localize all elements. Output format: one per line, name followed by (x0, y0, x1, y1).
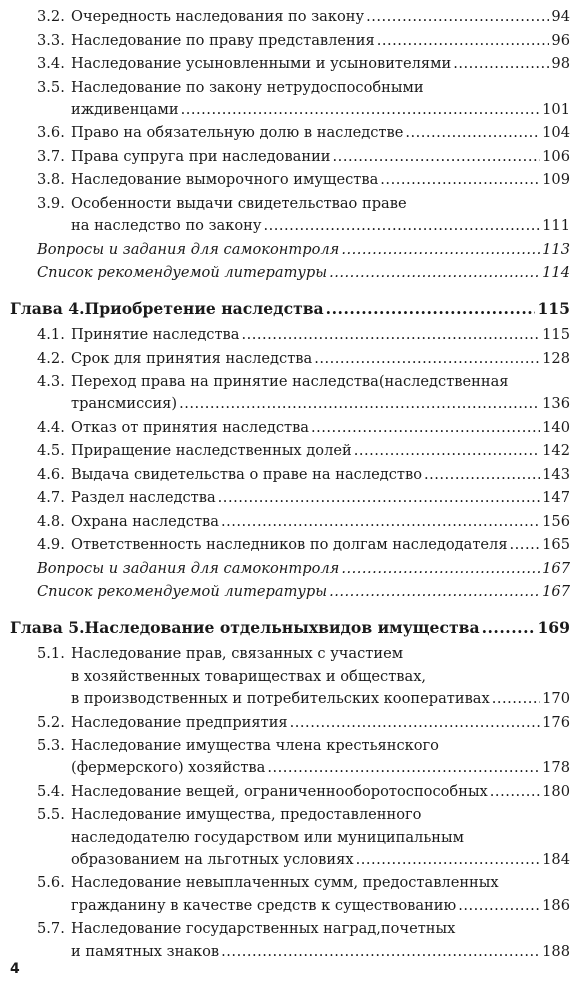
toc-item-number: 3.3. (37, 31, 65, 49)
toc-item-number: 3.2. (37, 8, 65, 25)
toc-item-title: Выдача свидетельства о праве на наследство (71, 465, 422, 483)
dot-leader (354, 440, 540, 462)
dot-leader (482, 617, 536, 639)
toc-item-number: 5.5. (37, 806, 65, 824)
toc-item-title: Права супруга при наследовании (71, 147, 331, 165)
chapter-heading (10, 298, 570, 320)
toc-item-page: 109 (542, 171, 570, 189)
toc-item-number: 3.8. (37, 171, 65, 189)
toc-item-title: Вопросы и задания для самоконтроля (37, 559, 340, 577)
dot-leader (424, 464, 540, 486)
toc-item-page: 94 (551, 8, 570, 25)
toc-item (37, 487, 570, 509)
toc-item-title-continued: в хозяйственных товариществах и обществах, (71, 667, 427, 685)
toc-item (37, 534, 570, 556)
dot-leader (221, 511, 540, 533)
toc-item-number: 4.3. (37, 373, 65, 391)
toc-item-number: 4.5. (37, 442, 65, 460)
toc-item-title-continued: в производственных и потребительских кооперативах (71, 690, 490, 707)
toc-item-number: 4.6. (37, 465, 65, 483)
dot-leader (218, 487, 540, 509)
toc-item-number: 3.6. (37, 124, 65, 142)
toc-item-title: Очередность наследования по закону (71, 8, 365, 25)
toc-item-number: 3.5. (37, 78, 65, 96)
toc-item-title: Глава 4.Приобретение наследства (10, 298, 324, 318)
toc-item-title-continued: и памятных знаков (71, 942, 220, 960)
toc-item-page: 167 (542, 583, 570, 601)
toc-item-title: Наследование имущества члена крестьянского (71, 737, 439, 754)
toc-item-page: 167 (542, 559, 570, 577)
dot-leader (241, 324, 540, 346)
toc-item (37, 122, 570, 144)
toc-item-title: Наследование невыплаченных сумм, предоставленных (71, 874, 499, 892)
toc-item (37, 918, 570, 940)
toc-item-page: 169 (537, 617, 570, 637)
toc-item-title-continued: трансмиссия) (71, 395, 178, 413)
toc-item-page: 180 (542, 782, 570, 800)
toc-item-italic (37, 581, 570, 603)
toc-item-page: 101 (542, 100, 570, 118)
toc-item-number: 4.7. (37, 489, 65, 507)
toc-item-number: 5.6. (37, 874, 65, 892)
toc-item-title: Глава 5.Наследование отдельныхвидов имущества (10, 617, 480, 637)
toc-item-title: Отказ от принятия наследства (71, 418, 309, 436)
dot-leader (377, 30, 550, 52)
toc-item-title-continued: (фермерского) хозяйства (71, 759, 266, 777)
toc-item-page: 136 (542, 395, 570, 413)
toc-item-title: Наследование предприятия (71, 713, 288, 731)
toc-item-title: Ответственность наследников по долгам наследодателя (71, 536, 508, 554)
toc-item-title: Наследование по праву представления (71, 31, 375, 49)
toc-item-page: 128 (542, 349, 570, 367)
toc-item-number: 4.1. (37, 326, 65, 344)
toc-item-title: Наследование вещей, ограниченнооборотоспособных (71, 782, 488, 800)
toc-item-page: 111 (542, 217, 570, 235)
toc-item-title: Список рекомендуемой литературы (37, 583, 328, 601)
toc-item-number: 4.8. (37, 512, 65, 530)
toc-item-last-line (71, 757, 570, 779)
dot-leader (290, 712, 541, 734)
toc-item-number: 5.3. (37, 737, 65, 754)
toc-item-last-line (71, 215, 570, 237)
dot-leader (380, 169, 540, 191)
toc-item-title: Охрана наследства (71, 512, 219, 530)
dot-leader (341, 239, 540, 261)
toc-item (37, 77, 570, 99)
toc-item-title-continued: образованием на льготных условиях (71, 850, 354, 868)
toc-item-title: Список рекомендуемой литературы (37, 264, 328, 282)
toc-item-number: 5.4. (37, 782, 65, 800)
dot-leader (329, 262, 540, 284)
toc-item-page: 115 (542, 326, 570, 344)
toc-item-page: 142 (542, 442, 570, 460)
toc-item-title: Наследование государственных наград,почетных (71, 920, 456, 938)
dot-leader (179, 393, 540, 415)
toc-item-last-line (71, 688, 570, 710)
toc-item-page: 186 (542, 896, 570, 914)
toc-item-title: Наследование выморочного имущества (71, 171, 379, 189)
toc-item-title: Наследование по закону нетрудоспособными (71, 78, 424, 96)
dot-leader (326, 298, 536, 320)
toc-item-number: 5.2. (37, 713, 65, 731)
toc-item-title: Переход права на принятие наследства(наследственная (71, 373, 509, 391)
toc-item (37, 735, 570, 757)
toc-item (37, 440, 570, 462)
dot-leader (314, 348, 540, 370)
toc-item-page: 98 (551, 55, 570, 72)
toc-item-number: 5.7. (37, 920, 65, 938)
toc-item-page: 188 (542, 942, 570, 960)
page-number: 4 (10, 961, 20, 977)
toc-item (37, 712, 570, 734)
toc-item-page: 104 (542, 124, 570, 142)
toc-item-title: Вопросы и задания для самоконтроля (37, 240, 340, 258)
toc-item-title-continued: иждивенцами (71, 100, 179, 118)
toc-item-page: 147 (542, 489, 570, 507)
toc-item-number: 4.4. (37, 418, 65, 436)
toc-item-page: 176 (542, 713, 570, 731)
dot-leader (329, 581, 540, 603)
toc-item (37, 324, 570, 346)
dot-leader (405, 122, 540, 144)
toc-item-last-line (71, 849, 570, 871)
chapter-heading (10, 617, 570, 639)
toc-item-italic (37, 262, 570, 284)
toc-item (37, 146, 570, 168)
toc-item-last-line (71, 393, 570, 415)
toc-item-number: 4.2. (37, 349, 65, 367)
dot-leader (492, 688, 540, 710)
dot-leader (510, 534, 541, 556)
toc-item-number: 5.1. (37, 645, 65, 663)
toc-item-last-line (71, 895, 570, 917)
toc-item-title: Принятие наследства (71, 326, 240, 344)
toc-item-page: 156 (542, 512, 570, 530)
toc-item (37, 511, 570, 533)
toc-item-number: 4.9. (37, 536, 65, 554)
toc-item (37, 193, 570, 215)
toc-item-page: 170 (542, 690, 570, 707)
toc-item-italic (37, 558, 570, 580)
dot-leader (356, 849, 541, 871)
toc-item (37, 348, 570, 370)
dot-leader (341, 558, 540, 580)
dot-leader (458, 895, 540, 917)
dot-leader (263, 215, 540, 237)
toc-item (37, 643, 570, 665)
toc-item-italic (37, 239, 570, 261)
toc-item-page: 106 (542, 147, 570, 165)
toc-item-title: Наследование имущества, предоставленного (71, 806, 422, 824)
dot-leader (366, 6, 549, 28)
toc-item-page: 165 (542, 536, 570, 554)
dot-leader (181, 99, 541, 121)
toc-item-title: Наследование усыновленными и усыновителями (71, 55, 452, 72)
toc-item (37, 371, 570, 393)
toc-item (37, 417, 570, 439)
dot-leader (453, 53, 549, 75)
dot-leader (267, 757, 540, 779)
toc-item-page: 143 (542, 465, 570, 483)
toc-item-number: 3.7. (37, 147, 65, 165)
toc-item (37, 169, 570, 191)
toc-item-title: Приращение наследственных долей (71, 442, 352, 460)
toc-item-title: Раздел наследства (71, 489, 216, 507)
toc-item-page: 140 (542, 418, 570, 436)
toc-item-title: Наследование прав, связанных с участием (71, 645, 404, 663)
toc-item (37, 6, 570, 28)
toc-item (37, 781, 570, 803)
dot-leader (333, 146, 541, 168)
toc-item-title-continued: наследодателю государством или муниципальным (71, 828, 464, 846)
toc-item-page: 115 (537, 298, 570, 318)
toc-item-last-line (71, 99, 570, 121)
toc-item-page: 113 (542, 240, 570, 258)
toc-item (37, 872, 570, 894)
toc-item (37, 30, 570, 52)
toc-item-title-continued: гражданину в качестве средств к существованию (71, 896, 457, 914)
toc-item-page: 184 (542, 850, 570, 868)
dot-leader (221, 941, 540, 963)
toc-item-page: 96 (551, 31, 570, 49)
toc-item-title: Право на обязательную долю в наследстве (71, 124, 404, 142)
toc-item (37, 804, 570, 826)
toc-item-title-continued: на наследство по закону (71, 217, 262, 235)
dot-leader (311, 417, 540, 439)
toc-item-title: Срок для принятия наследства (71, 349, 313, 367)
toc-item-number: 3.9. (37, 194, 65, 212)
toc-item (37, 53, 570, 75)
toc-item (37, 464, 570, 486)
toc-item-last-line (71, 941, 570, 963)
toc-item-page: 178 (542, 759, 570, 777)
toc-item-page: 114 (542, 264, 570, 282)
dot-leader (490, 781, 540, 803)
toc-item-number: 3.4. (37, 55, 65, 72)
toc-item-title: Особенности выдачи свидетельствао праве (71, 194, 407, 212)
